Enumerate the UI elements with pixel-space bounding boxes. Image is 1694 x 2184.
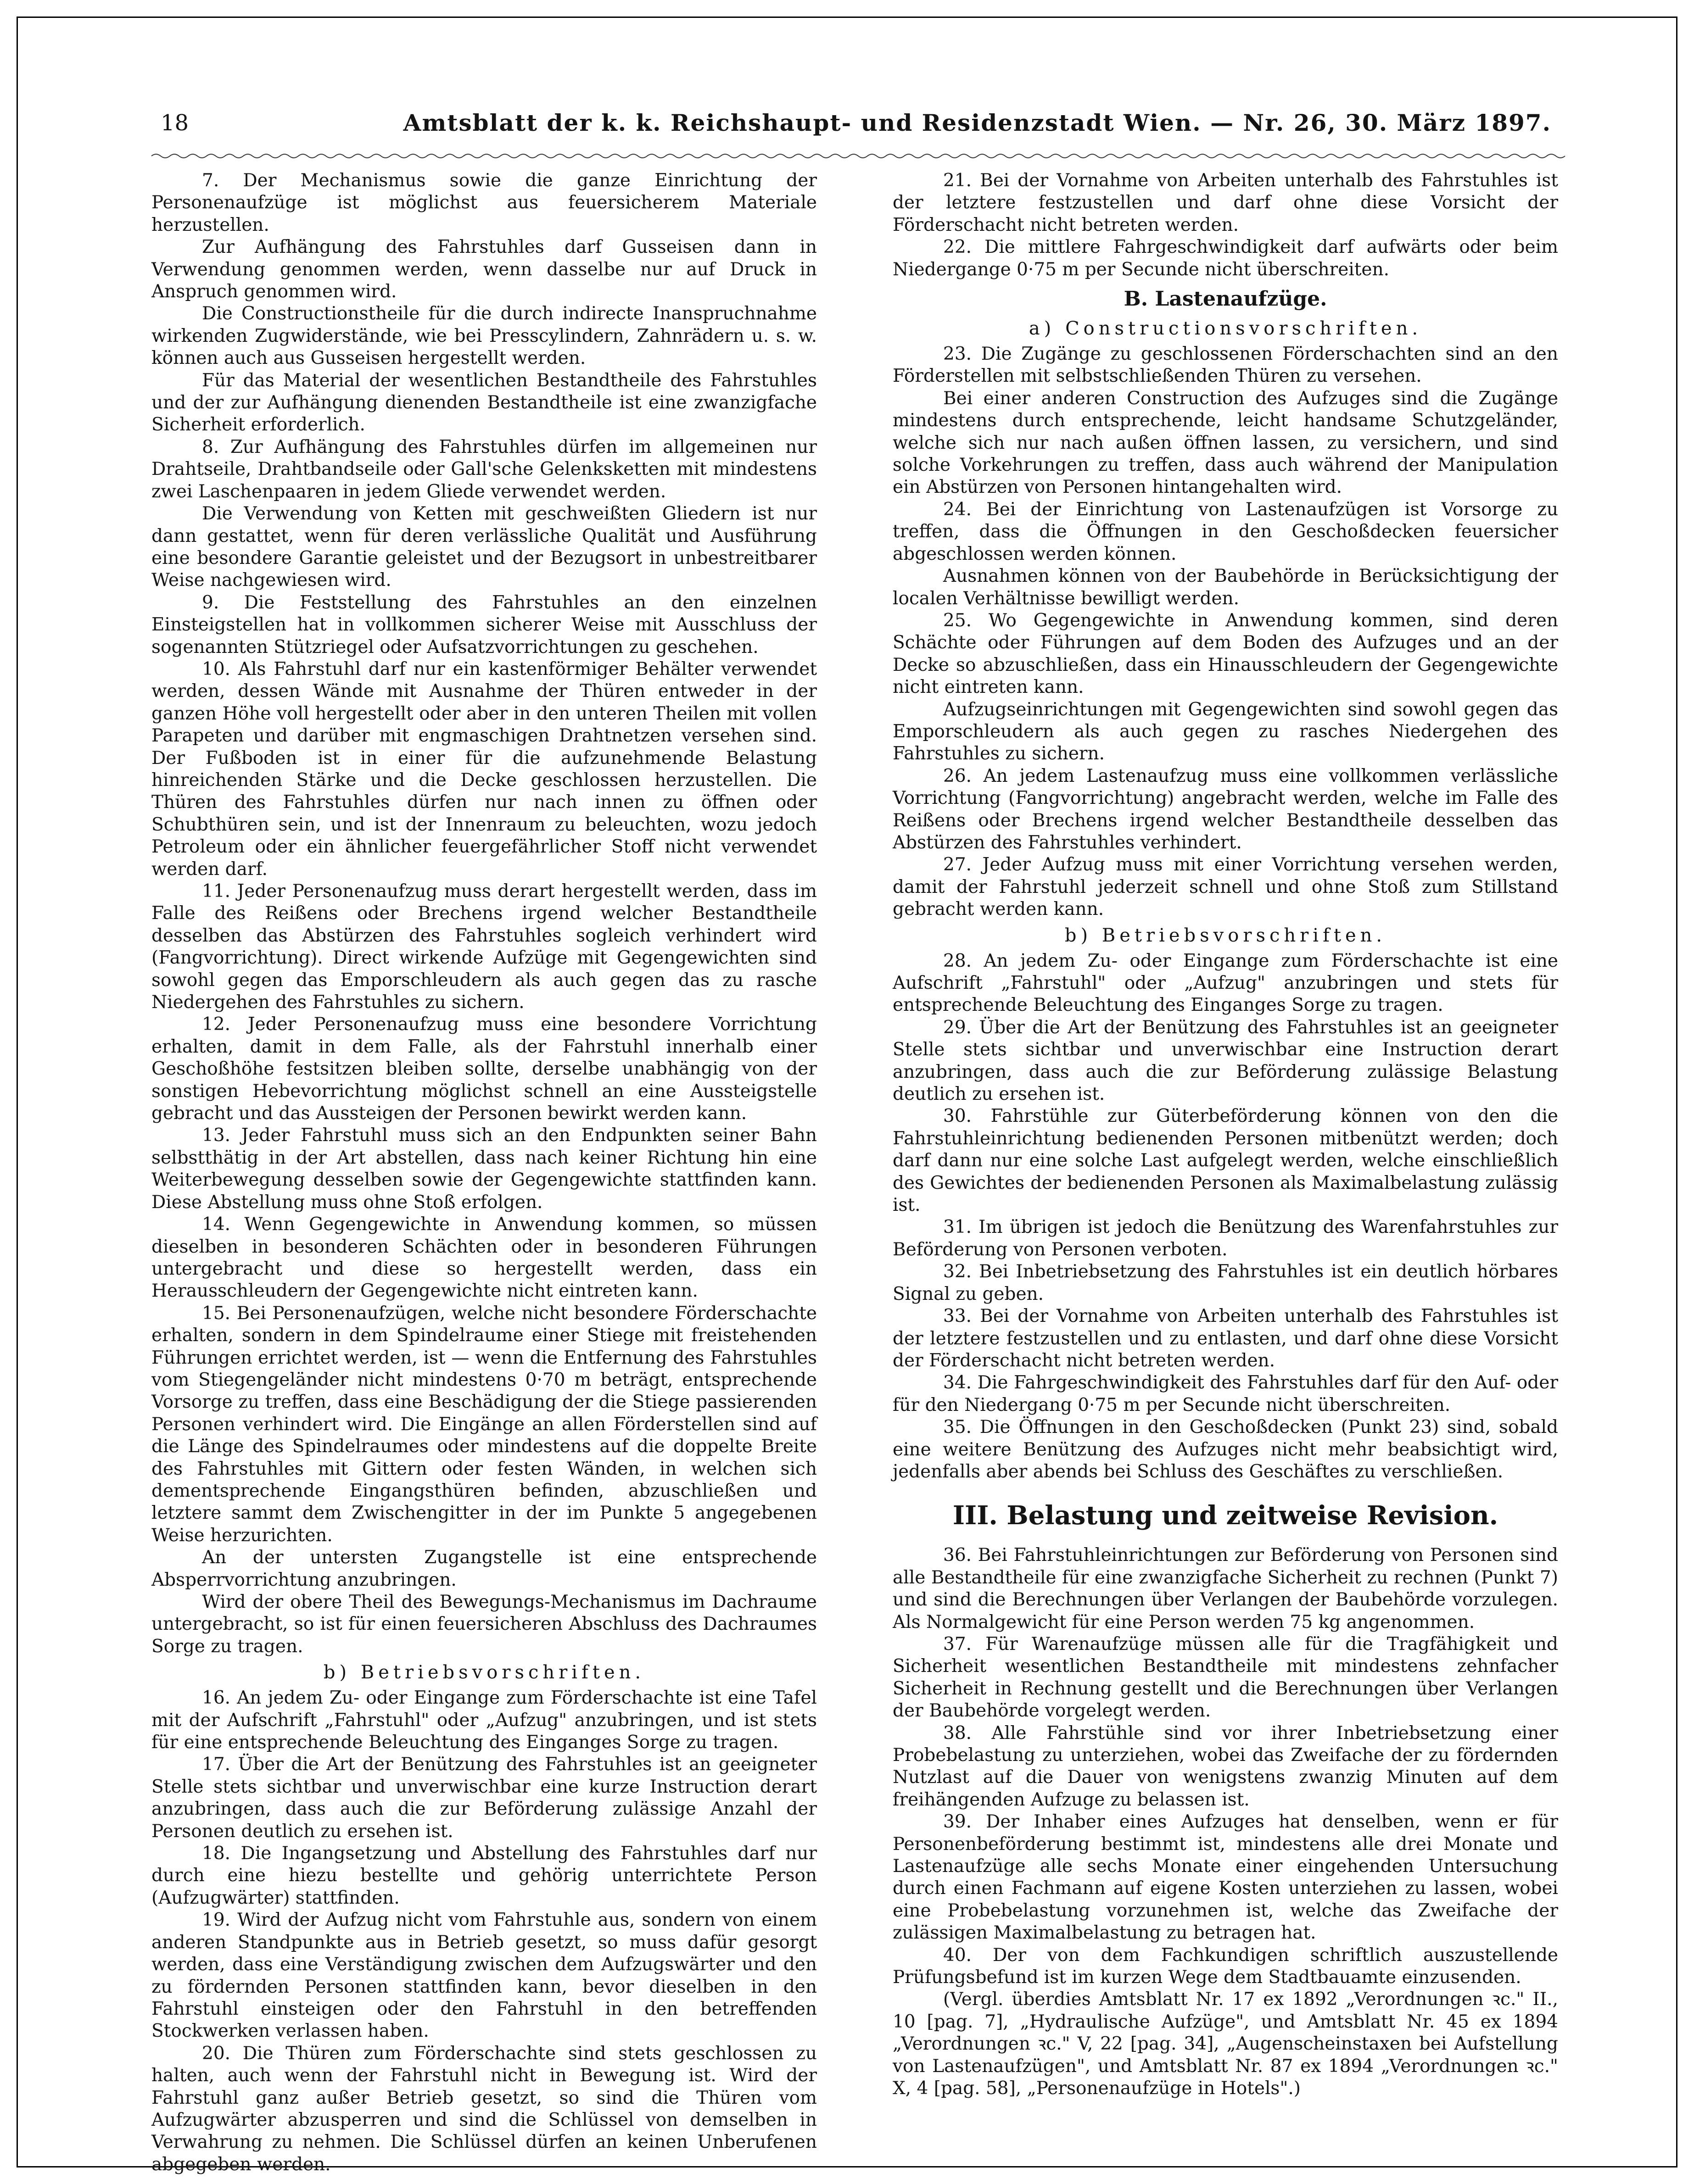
paragraph-15-barrier: An der untersten Zugangstelle ist eine entsprechende Absperrvorrichtung anzubringen. xyxy=(151,1547,817,1590)
paragraph-20: 20. Die Thüren zum Förderschachte sind stets geschlossen zu halten, auch wenn der Fahrstuhl nicht in Bewegung ist. Wird der Fahrstuhl ganz außer Betrieb gesetzt, so sind die Thüren vom Aufzugwärter abzusperren und sind die Schlüssel von demselben in Verwahrung zu nehmen. Die Schlüssel dürfen an keinen Unberufenen abgegeben werden. xyxy=(151,2043,817,2175)
page-header xyxy=(151,100,1565,146)
paragraph-19: 19. Wird der Aufzug nicht vom Fahrstuhle aus, sondern von einem anderen Standpunkte aus in Betrieb gesetzt, so muss dafür gesorgt werden, dass eine Verständigung zwischen dem Aufzugswärter und den zu fördernden Personen stattfinden kann, bevor dieselben in den Fahrstuhl einsteigen oder den Fahrstuhl in den betreffenden Stockwerken verlassen haben. xyxy=(151,1910,817,2042)
paragraph-27: 27. Jeder Aufzug muss mit einer Vorrichtung versehen werden, damit der Fahrstuhl jederzeit schnell und ohne Stoß zum Stillstand gebracht werden kann. xyxy=(893,854,1558,920)
right-column xyxy=(893,170,1558,2099)
left-column xyxy=(151,170,817,2175)
paragraph-13: 13. Jeder Fahrstuhl muss sich an den Endpunkten seiner Bahn selbstthätig in der Art abstellen, dass nach keiner Richtung hin eine Weiterbewegung desselben sowie der Gegengewichte stattfinden kann. Diese Abstellung muss ohne Stoß erfolgen. xyxy=(151,1125,817,1213)
newspaper-page xyxy=(151,92,1565,2175)
paragraph-39: 39. Der Inhaber eines Aufzuges hat denselben, wenn er für Personenbeförderung bestimmt ist, mindestens alle drei Monate und Lastenaufzüge alle sechs Monate einer eingehenden Untersuchung durch einen Fachmann auf eigene Kosten unterziehen zu lassen, wobei eine Probebelastung vorzunehmen ist, welche das Zweifache der zulässigen Maximalbelastung zu betragen hat. xyxy=(893,1811,1558,1944)
paragraph-8: 8. Zur Aufhängung des Fahrstuhles dürfen im allgemeinen nur Drahtseile, Drahtbandseile oder Gall'sche Gelenksketten mit mindestens zwei Laschenpaaren in jedem Gliede verwendet werden. xyxy=(151,436,817,502)
paragraph-7-construction-parts: Die Constructionstheile für die durch indirecte Inanspruchnahme wirkenden Zugwiderstände, wie bei Presscylindern, Zahnrädern u. s. w. können auch aus Gusseisen hergestellt werden. xyxy=(151,303,817,369)
paragraph-23: 23. Die Zugänge zu geschlossenen Förderschachten sind an den Förderstellen mit selbstschließenden Thüren zu versehen. xyxy=(893,344,1558,387)
paragraph-17: 17. Über die Art der Benützung des Fahrstuhles ist an geeigneter Stelle stets sichtbar und unverwischbar eine kurze Instruction derart anzubringen, dass auch die zur Beförderung zulässige Anzahl der Personen deutlich zu ersehen ist. xyxy=(151,1754,817,1842)
reference-note: (Vergl. überdies Amtsblatt Nr. 17 ex 1892 „Verordnungen ꝛc." II., 10 [pag. 7], „Hydraulische Aufzüge", und Amtsblatt Nr. 45 ex 1894 „Verordnungen ꝛc." V, 22 [pag. 34], „Augenscheinstaxen bei Aufstellung von Lastenaufzügen", und Amtsblatt Nr. 87 ex 1894 „Verordnungen ꝛc." X, 4 [pag. 58], „Personenaufzüge in Hotels".) xyxy=(893,1989,1558,2099)
subheading-operating-rules: b) Betriebsvorschriften. xyxy=(323,1662,645,1683)
paragraph-15-roof: Wird der obere Theil des Bewegungs-Mechanismus im Dachraume untergebracht, so ist für einen feuersicheren Abschluss des Dachraumes Sorge zu tragen. xyxy=(151,1592,817,1657)
subheading-operating-rules-freight: b) Betriebsvorschriften. xyxy=(1064,925,1387,946)
paragraph-22: 22. Die mittlere Fahrgeschwindigkeit darf aufwärts oder beim Niedergange 0·75 m per Secunde nicht überschreiten. xyxy=(893,237,1558,280)
paragraph-10: 10. Als Fahrstuhl darf nur ein kastenförmiger Behälter verwendet werden, dessen Wände mit Ausnahme der Thüren entweder in der ganzen Höhe voll hergestellt oder aber in den unteren Theilen mit vollen Parapeten und darüber mit engmaschigen Drahtnetzen versehen sind. Der Fußboden ist in einer für die aufzunehmende Belastung hinreichenden Stärke und die Decke geschlossen herzustellen. Die Thüren des Fahrstuhles dürfen nur nach innen zu öffnen oder Schubthüren sein, und ist der Innenraum zu beleuchten, wozu jedoch Petroleum oder ein ähnlicher feuergefährlicher Stoff nicht verwendet werden darf. xyxy=(151,658,817,880)
paragraph-29: 29. Über die Art der Benützung des Fahrstuhles ist an geeigneter Stelle stets sichtbar und unverwischbar eine Instruction derart anzubringen, dass auch die zur Beförderung zulässige Belastung deutlich zu ersehen ist. xyxy=(893,1017,1558,1105)
paragraph-25: 25. Wo Gegengewichte in Anwendung kommen, sind deren Schächte oder Führungen auf dem Boden des Aufzuges und an der Decke so abzuschließen, dass ein Hinausschleudern der Gegengewichte nicht eintreten kann. xyxy=(893,610,1558,698)
paragraph-35: 35. Die Öffnungen in den Geschoßdecken (Punkt 23) sind, sobald eine weitere Benützung des Aufzuges nicht mehr beabsichtigt wird, jedenfalls aber abends bei Schluss des Geschäftes zu verschließen. xyxy=(893,1417,1558,1482)
paragraph-11: 11. Jeder Personenaufzug muss derart hergestellt werden, dass im Falle des Reißens oder Brechens irgend welcher Bestandtheile desselben das Abstürzen des Fahrstuhles sogleich verhindert wird (Fangvorrichtung). Direct wirkende Aufzüge mit Gegengewichten sind sowohl gegen das Emporschleudern als auch gegen das zu rasche Niedergehen des Fahrstuhles zu sichern. xyxy=(151,881,817,1013)
paragraph-38: 38. Alle Fahrstühle sind vor ihrer Inbetriebsetzung einer Probebelastung zu unterziehen, wobei das Zweifache der zu fördernden Nutzlast auf die Dauer von wenigstens zwanzig Minuten auf dem freihängenden Aufzuge zu belassen ist. xyxy=(893,1722,1558,1810)
paragraph-40: 40. Der von dem Fachkundigen schriftlich auszustellende Prüfungsbefund ist im kurzen Wege dem Stadtbauamte einzusenden. xyxy=(893,1944,1558,1988)
paragraph-15: 15. Bei Personenaufzügen, welche nicht besondere Förderschachte erhalten, sondern in dem Spindelraume einer Stiege mit freistehenden Führungen errichtet werden, ist — wenn die Entfernung des Fahrstuhles vom Stiegengeländer nicht mindestens 0·70 m beträgt, entsprechende Vorsorge zu treffen, dass eine Beschädigung der die Stiege passierenden Personen verhindert wird. Die Eingänge an allen Förderstellen sind auf die Länge des Spindelraumes oder mindestens auf die doppelte Breite des Fahrstuhles mit Gittern oder festen Wänden, in welchen sich dementsprechende Eingangsthüren befinden, abzuschließen und letztere sammt dem Zwischengitter in der im Punkte 5 angegebenen Weise herzurichten. xyxy=(151,1303,817,1546)
paragraph-9: 9. Die Feststellung des Fahrstuhles an den einzelnen Einsteigstellen hat in vollkommen sicherer Weise mit Ausschluss der sogenannten Stützriegel oder Aufsatzvorrichtungen zu geschehen. xyxy=(151,592,817,657)
paragraph-7-cast-iron: Zur Aufhängung des Fahrstuhles darf Gusseisen dann in Verwendung genommen werden, wenn dasselbe nur auf Druck in Anspruch genommen wird. xyxy=(151,237,817,302)
paragraph-28: 28. An jedem Zu- oder Eingange zum Förderschachte ist eine Aufschrift „Fahrstuhl" oder „Aufzug" anzubringen und stets für entsprechende Beleuchtung des Einganges Sorge zu tragen. xyxy=(893,950,1558,1016)
paragraph-32: 32. Bei Inbetriebsetzung des Fahrstuhles ist ein deutlich hörbares Signal zu geben. xyxy=(893,1261,1558,1304)
wavy-rule xyxy=(151,151,1565,161)
paragraph-31: 31. Im übrigen ist jedoch die Benützung des Warenfahrstuhles zur Beförderung von Personen verboten. xyxy=(893,1217,1558,1260)
paragraph-24-exceptions: Ausnahmen können von der Baubehörde in Berücksichtigung der localen Verhältnisse bewilligt werden. xyxy=(893,566,1558,609)
section-heading-load-revision: III. Belastung und zeitweise Revision. xyxy=(952,1500,1498,1531)
paragraph-34: 34. Die Fahrgeschwindigkeit des Fahrstuhles darf für den Auf- oder für den Niedergang 0·75 m per Secunde nicht überschreiten. xyxy=(893,1372,1558,1415)
paragraph-21: 21. Bei der Vornahme von Arbeiten unterhalb des Fahrstuhles ist der letztere festzustellen und darf ohne diese Vorsicht der Förderschacht nicht betreten werden. xyxy=(893,170,1558,235)
paragraph-24: 24. Bei der Einrichtung von Lastenaufzügen ist Vorsorge zu treffen, dass die Öffnungen in den Geschoßdecken feuersicher abgeschlossen werden können. xyxy=(893,499,1558,564)
section-heading-freight-lifts: B. Lastenaufzüge. xyxy=(1124,287,1327,311)
paragraph-26: 26. An jedem Lastenaufzug muss eine vollkommen verlässliche Vorrichtung (Fangvorrichtung) angebracht werden, welche im Falle des Reißens oder Brechens irgend welcher Bestandtheile desselben das Abstürzen des Fahrstuhles verhindert. xyxy=(893,765,1558,853)
paragraph-8-chains: Die Verwendung von Ketten mit geschweißten Gliedern ist nur dann gestattet, wenn für deren verlässliche Qualität und Ausführung eine besondere Garantie geleistet und der Bezugsort in unbestreitbarer Weise nachgewiesen wird. xyxy=(151,503,817,591)
running-title: Amtsblatt der k. k. Reichshaupt- und Residenzstadt Wien. — Nr. 26, 30. März 1897. xyxy=(403,109,1551,136)
subheading-construction-rules: a) Constructionsvorschriften. xyxy=(1029,318,1422,340)
paragraph-16: 16. An jedem Zu- oder Eingange zum Förderschachte ist eine Tafel mit der Aufschrift „Fahrstuhl" oder „Aufzug" anzubringen, und ist stets für eine entsprechende Beleuchtung des Einganges Sorge zu tragen. xyxy=(151,1688,817,1753)
paragraph-33: 33. Bei der Vornahme von Arbeiten unterhalb des Fahrstuhles ist der letztere festzustellen und zu entlasten, und darf ohne diese Vorsicht der Förderschacht nicht betreten werden. xyxy=(893,1306,1558,1371)
paragraph-7: 7. Der Mechanismus sowie die ganze Einrichtung der Personenaufzüge ist möglichst aus feuersicherem Materiale herzustellen. xyxy=(151,170,817,235)
paragraph-25-counterweights: Aufzugseinrichtungen mit Gegengewichten sind sowohl gegen das Emporschleudern als auch gegen zu rasches Niedergehen des Fahrstuhles zu sichern. xyxy=(893,699,1558,764)
paragraph-12: 12. Jeder Personenaufzug muss eine besondere Vorrichtung erhalten, damit in dem Falle, als der Fahrstuhl innerhalb einer Geschoßhöhe festsitzen bleiben sollte, derselbe unabhängig von der sonstigen Hebevorrichtung möglichst schnell an eine Aussteigstelle gebracht und das Aussteigen der Personen bewirkt werden kann. xyxy=(151,1014,817,1124)
page-number: 18 xyxy=(161,110,189,136)
paragraph-37: 37. Für Warenaufzüge müssen alle für die Tragfähigkeit und Sicherheit wesentlichen Bestandtheile mit mindestens zehnfacher Sicherheit in Rechnung gestellt und die Berechnungen über Verlangen der Baubehörde vorgelegt werden. xyxy=(893,1633,1558,1722)
paragraph-23-railings: Bei einer anderen Construction des Aufzuges sind die Zugänge mindestens durch entsprechende, leicht handsame Schutzgeländer, welche sich nur nach außen öffnen lassen, zu versichern, und sind solche Vorkehrungen zu treffen, dass auch während der Manipulation ein Abstürzen von Personen hintangehalten wird. xyxy=(893,388,1558,498)
paragraph-36: 36. Bei Fahrstuhleinrichtungen zur Beförderung von Personen sind alle Bestandtheile für eine zwanzigfache Sicherheit zu rechnen (Punkt 7) und sind die Berechnungen über Verlangen der Baubehörde vorzulegen. Als Normalgewicht für eine Person werden 75 kg angenommen. xyxy=(893,1545,1558,1632)
paragraph-18: 18. Die Ingangsetzung und Abstellung des Fahrstuhles darf nur durch eine hiezu bestellte und gehörig unterrichtete Person (Aufzugwärter) stattfinden. xyxy=(151,1843,817,1908)
paragraph-14: 14. Wenn Gegengewichte in Anwendung kommen, so müssen dieselben in besonderen Schächten oder in besonderen Führungen untergebracht und diese so hergestellt werden, dass ein Herausschleudern der Gegengewichte nicht eintreten kann. xyxy=(151,1214,817,1302)
paragraph-30: 30. Fahrstühle zur Güterbeförderung können von den die Fahrstuhleinrichtung bedienenden Personen mitbenützt werden; doch darf dann nur eine solche Last aufgelegt werden, welche einschließlich des Gewichtes der bedienenden Personen als Maximalbelastung zulässig ist. xyxy=(893,1106,1558,1216)
paragraph-7-safety-factor: Für das Material der wesentlichen Bestandtheile des Fahrstuhles und der zur Aufhängung dienenden Bestandtheile ist eine zwanzigfache Sicherheit erforderlich. xyxy=(151,370,817,435)
